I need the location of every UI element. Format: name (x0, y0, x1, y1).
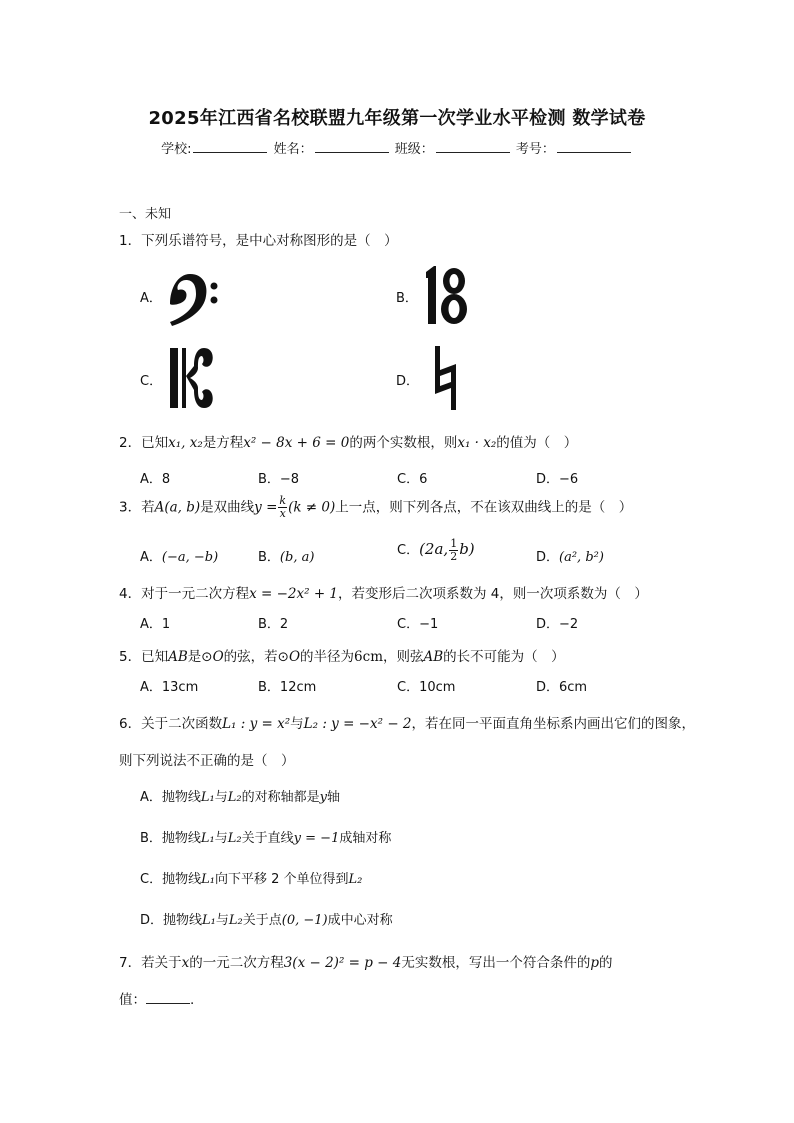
question-3-option-b: B．(b, a) (258, 550, 315, 565)
question-2-option-a: A．8 (140, 472, 171, 487)
question-5-option-d: D．6cm (536, 680, 588, 695)
question-4-stem: 4．对于一元二次方程x = −2x² + 1，若变形后二次项系数为 4，则一次项系数为（ ） (119, 586, 648, 602)
question-2-option-c: C．6 (397, 472, 428, 487)
question-6-stem-line-2: 则下列说法不正确的是（ ） (119, 753, 295, 769)
math-fraction-k-over-x: $\frac{k}{x}$ (279, 494, 287, 520)
math-product: x₁ · x₂ (457, 435, 497, 451)
alto-clef-icon (168, 346, 214, 410)
question-6-stem: 6．关于二次函数L₁ : y = x²与L₂ : y = −x² − 2，若在同一平面直角坐标系内画出它们的图象， (119, 716, 696, 732)
school-blank[interactable] (193, 140, 267, 153)
question-3-option-c: C．(2a, $\frac{1}{2}$ b) (397, 537, 475, 563)
question-4-option-c: C．−1 (397, 617, 439, 632)
class-label: 班级： (394, 142, 434, 157)
exam-number-blank[interactable] (557, 140, 631, 153)
exam-title: 2025年江西省名校联盟九年级第一次学业水平检测 数学试卷 (148, 108, 646, 129)
question-7-stem-line-2: 值： . (119, 992, 195, 1008)
math-point-a: A(a, b) (154, 499, 201, 516)
question-3-option-a: A．(−a, −b) (140, 550, 219, 565)
answer-blank[interactable] (146, 991, 190, 1004)
math-equation: x = −2x² + 1 (249, 586, 339, 602)
math-fraction-one-half: $\frac{1}{2}$ (450, 537, 458, 563)
question-2-option-b: B．−8 (258, 472, 300, 487)
math-equation: x² − 8x + 6 = 0 (243, 435, 350, 451)
question-3-stem: 3．若A(a, b)是双曲线y = $\frac{k}{x}$ (k ≠ 0)上一点，则下列各点，不在该双曲线上的是（ ） (119, 494, 633, 520)
question-6-option-a: A．抛物线L₁与L₂的对称轴都是y轴 (140, 790, 341, 805)
bass-clef-icon (160, 268, 222, 330)
student-info-line (0, 138, 794, 157)
natural-sign-icon (432, 344, 460, 412)
question-5-option-c: C．10cm (397, 680, 456, 695)
question-1-option-d-label: D． (396, 374, 420, 389)
math-roots: x₁, x₂ (168, 435, 203, 451)
school-label: 学校: (161, 142, 192, 157)
name-blank[interactable] (315, 140, 389, 153)
question-1-option-c-label: C． (140, 374, 163, 389)
question-2-stem: 2．已知x₁, x₂是方程x² − 8x + 6 = 0的两个实数根，则x₁ · x₂的值为（ ） (119, 435, 578, 451)
class-blank[interactable] (436, 140, 510, 153)
question-1-option-b-label: B． (396, 291, 418, 306)
question-6-option-b: B．抛物线L₁与L₂关于直线y = −1成轴对称 (140, 831, 392, 846)
question-6-option-d: D．抛物线L₁与L₂关于点(0, −1)成中心对称 (140, 913, 393, 928)
question-1-option-a-label: A． (140, 291, 162, 306)
question-5-option-a: A．13cm (140, 680, 199, 695)
section-heading: 一、未知 (119, 207, 172, 222)
question-2-option-d: D．−6 (536, 472, 579, 487)
question-4-option-d: D．−2 (536, 617, 579, 632)
question-4-option-a: A．1 (140, 617, 171, 632)
exam-number-label: 考号： (515, 142, 555, 157)
time-signature-18-icon (422, 262, 470, 328)
question-3-option-d: D．(a², b²) (536, 550, 604, 565)
question-7-stem: 7．若关于x的一元二次方程3(x − 2)² = p − 4无实数根，写出一个符合条件的p的 (119, 955, 613, 971)
question-5-option-b: B．12cm (258, 680, 317, 695)
name-label: 姓名： (273, 142, 313, 157)
question-6-option-c: C．抛物线L₁向下平移 2 个单位得到L₂ (140, 872, 363, 887)
question-4-option-b: B．2 (258, 617, 289, 632)
question-5-stem: 5．已知AB是⊙O的弦，若⊙O的半径为6cm，则弦AB的长不可能为（ ） (119, 649, 565, 665)
math-equation: 3(x − 2)² = p − 4 (283, 955, 402, 971)
question-1-stem: 1．下列乐谱符号，是中心对称图形的是（ ） (119, 233, 398, 249)
